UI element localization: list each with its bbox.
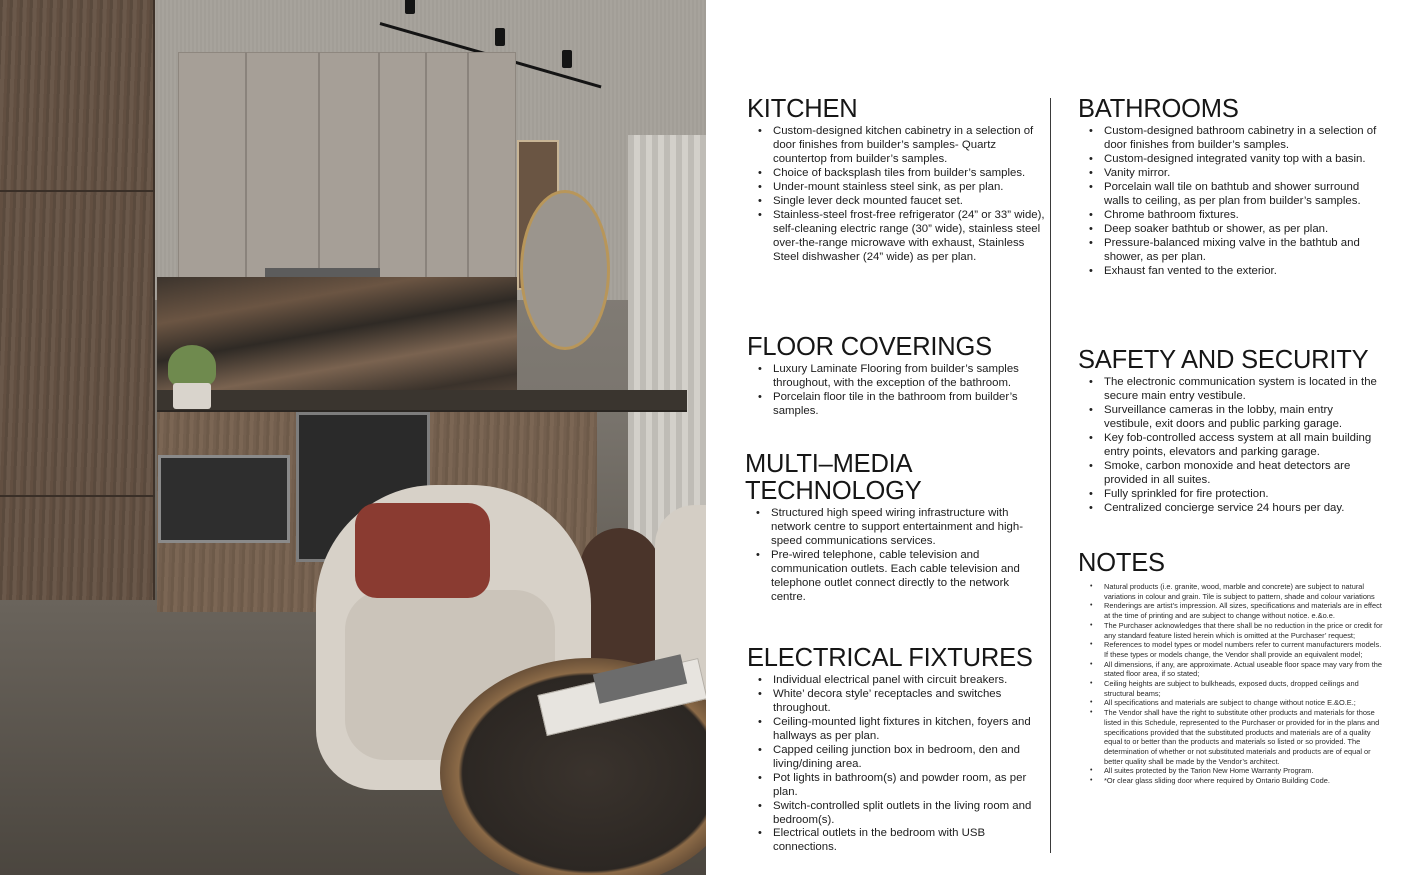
list-item: • Surveillance cameras in the lobby, main entry vestibule, exit doors and public parking garage. [1104,404,1383,432]
list-item: • All specifications and materials are subject to change without notice E.&O.E.; [1104,698,1383,708]
cabinet-door-seam [245,52,247,280]
countertop [157,390,687,412]
list-item: • Individual electrical panel with circuit breakers. [773,674,1047,688]
electrical-heading: ELECTRICAL FIXTURES [747,644,1033,672]
floor-coverings-section [747,334,1047,419]
kitchen-heading: KITCHEN [747,95,858,123]
list-item: • *Or clear glass sliding door where required by Ontario Building Code. [1104,776,1383,786]
track-spotlight [405,0,415,14]
wall-mirror [520,190,610,350]
list-item: • Pot lights in bathroom(s) and powder room, as per plan. [773,772,1047,800]
list-item: • Key fob-controlled access system at all main building entry points, elevators and parking garage. [1104,432,1383,460]
list-item: • Fully sprinkled for fire protection. [1104,488,1383,502]
list-item: • The Vendor shall have the right to substitute other products and materials for those listed in this Schedule, represented to the Purchaser or provided for in the plans and specifications provided that the substituted products and materials are of a quality equal to or better than the products and materials so listed or so provided. The determination of whether or not substituted materials and products are of equal or better quality shall be made by the Vendor’s architect. [1104,708,1383,766]
multimedia-heading [745,451,1045,505]
list-item: • White’ decora style’ receptacles and switches throughout. [773,688,1047,716]
cabinet-seam [0,495,155,497]
bathrooms-section [1078,96,1383,278]
list-item: • The Purchaser acknowledges that there shall be no reduction in the price or credit for any standard feature listed herein which is omitted at the Purchaser’ request; [1104,621,1383,640]
kitchen-list [747,125,1047,265]
kitchen-section [747,96,1047,265]
list-item: • Centralized concierge service 24 hours per day. [1104,502,1383,516]
list-item: • Chrome bathroom fixtures. [1104,209,1383,223]
list-item: • Natural products (i.e. granite, wood, marble and concrete) are subject to natural variations in colour and grain. Tile is subject to pattern, shade and colour variations [1104,582,1383,601]
list-item: • Vanity mirror. [1104,167,1383,181]
electrical-list [747,674,1047,855]
plant-pot [173,383,211,409]
list-item: • Switch-controlled split outlets in the living room and bedroom(s). [773,800,1047,828]
notes-section [1078,550,1383,786]
notes-list [1078,582,1383,786]
list-item: • Exhaust fan vented to the exterior. [1104,265,1383,279]
floor-coverings-list [747,363,1047,419]
multimedia-list [745,507,1045,605]
list-item: • Custom-designed bathroom cabinetry in a selection of door finishes from builder’s samples. [1104,125,1383,153]
list-item: • Stainless-steel frost-free refrigerator (24” or 33” wide), self-cleaning electric range (30” wide), stainless steel over-the-range microwave with exhaust, Stainless Steel dishwasher (24” wide) as per plan. [773,209,1047,265]
safety-heading: SAFETY AND SECURITY [1078,346,1369,374]
cabinet-door-seam [467,52,469,280]
list-item: • Porcelain wall tile on bathtub and shower surround walls to ceiling, as per plan from builder’s samples. [1104,181,1383,209]
wall-oven [158,455,290,543]
list-item: • Structured high speed wiring infrastructure with network centre to support entertainment and high-speed communications services. [771,507,1045,549]
potted-plant [168,345,216,387]
upper-cabinets [178,52,516,280]
list-item: • Renderings are artist’s impression. All sizes, specifications and materials are in effect at the time of printing and are subject to change without notice. e.&o.e. [1104,601,1383,620]
list-item: • All dimensions, if any, are approximate. Actual useable floor space may vary from the stated floor area, if so stated; [1104,660,1383,679]
list-item: • Capped ceiling junction box in bedroom, den and living/dining area. [773,744,1047,772]
safety-list [1078,376,1383,516]
safety-section [1078,347,1383,516]
electrical-section [747,645,1047,855]
cabinet-door-seam [425,52,427,280]
list-item: • Ceiling heights are subject to bulkheads, exposed ducts, dropped ceilings and structural beams; [1104,679,1383,698]
track-spotlight [495,28,505,46]
list-item: • Porcelain floor tile in the bathroom from builder’s samples. [773,391,1047,419]
list-item: • Under-mount stainless steel sink, as per plan. [773,181,1047,195]
list-item: • Single lever deck mounted faucet set. [773,195,1047,209]
cabinet-door-seam [378,52,380,280]
cabinet-door-seam [318,52,320,280]
list-item: • Electrical outlets in the bedroom with USB connections. [773,827,1047,855]
multimedia-heading-line1: MULTI–MEDIA [745,450,913,478]
multimedia-section [745,451,1045,605]
list-item: • Custom-designed kitchen cabinetry in a selection of door finishes from builder’s samples- Quartz countertop from builder’s samples. [773,125,1047,167]
column-divider [1050,98,1051,853]
list-item: • Smoke, carbon monoxide and heat detectors are provided in all suites. [1104,460,1383,488]
list-item: • Choice of backsplash tiles from builder’s samples. [773,167,1047,181]
bathrooms-list [1078,125,1383,278]
track-spotlight [562,50,572,68]
list-item: • Pre-wired telephone, cable television and communication outlets. Each cable television and telephone outlet connect directly to the network centre. [771,549,1045,605]
red-pillow [355,503,490,598]
floor-coverings-heading: FLOOR COVERINGS [747,333,992,361]
bathrooms-heading: BATHROOMS [1078,95,1239,123]
multimedia-heading-line2: TECHNOLOGY [745,477,922,505]
list-item: • Ceiling-mounted light fixtures in kitchen, foyers and hallways as per plan. [773,716,1047,744]
notes-heading: NOTES [1078,549,1165,577]
cabinet-seam [0,190,155,192]
list-item: • All suites protected by the Tarion New Home Warranty Program. [1104,766,1383,776]
list-item: • Luxury Laminate Flooring from builder’s samples throughout, with the exception of the bathroom. [773,363,1047,391]
list-item: • Deep soaker bathtub or shower, as per plan. [1104,223,1383,237]
list-item: • References to model types or model numbers refer to current manufacturers models. If these types or models change, the Vendor shall provide an equivalent model; [1104,640,1383,659]
list-item: • Pressure-balanced mixing valve in the bathtub and shower, as per plan. [1104,237,1383,265]
list-item: • The electronic communication system is located in the secure main entry vestibule. [1104,376,1383,404]
list-item: • Custom-designed integrated vanity top with a basin. [1104,153,1383,167]
